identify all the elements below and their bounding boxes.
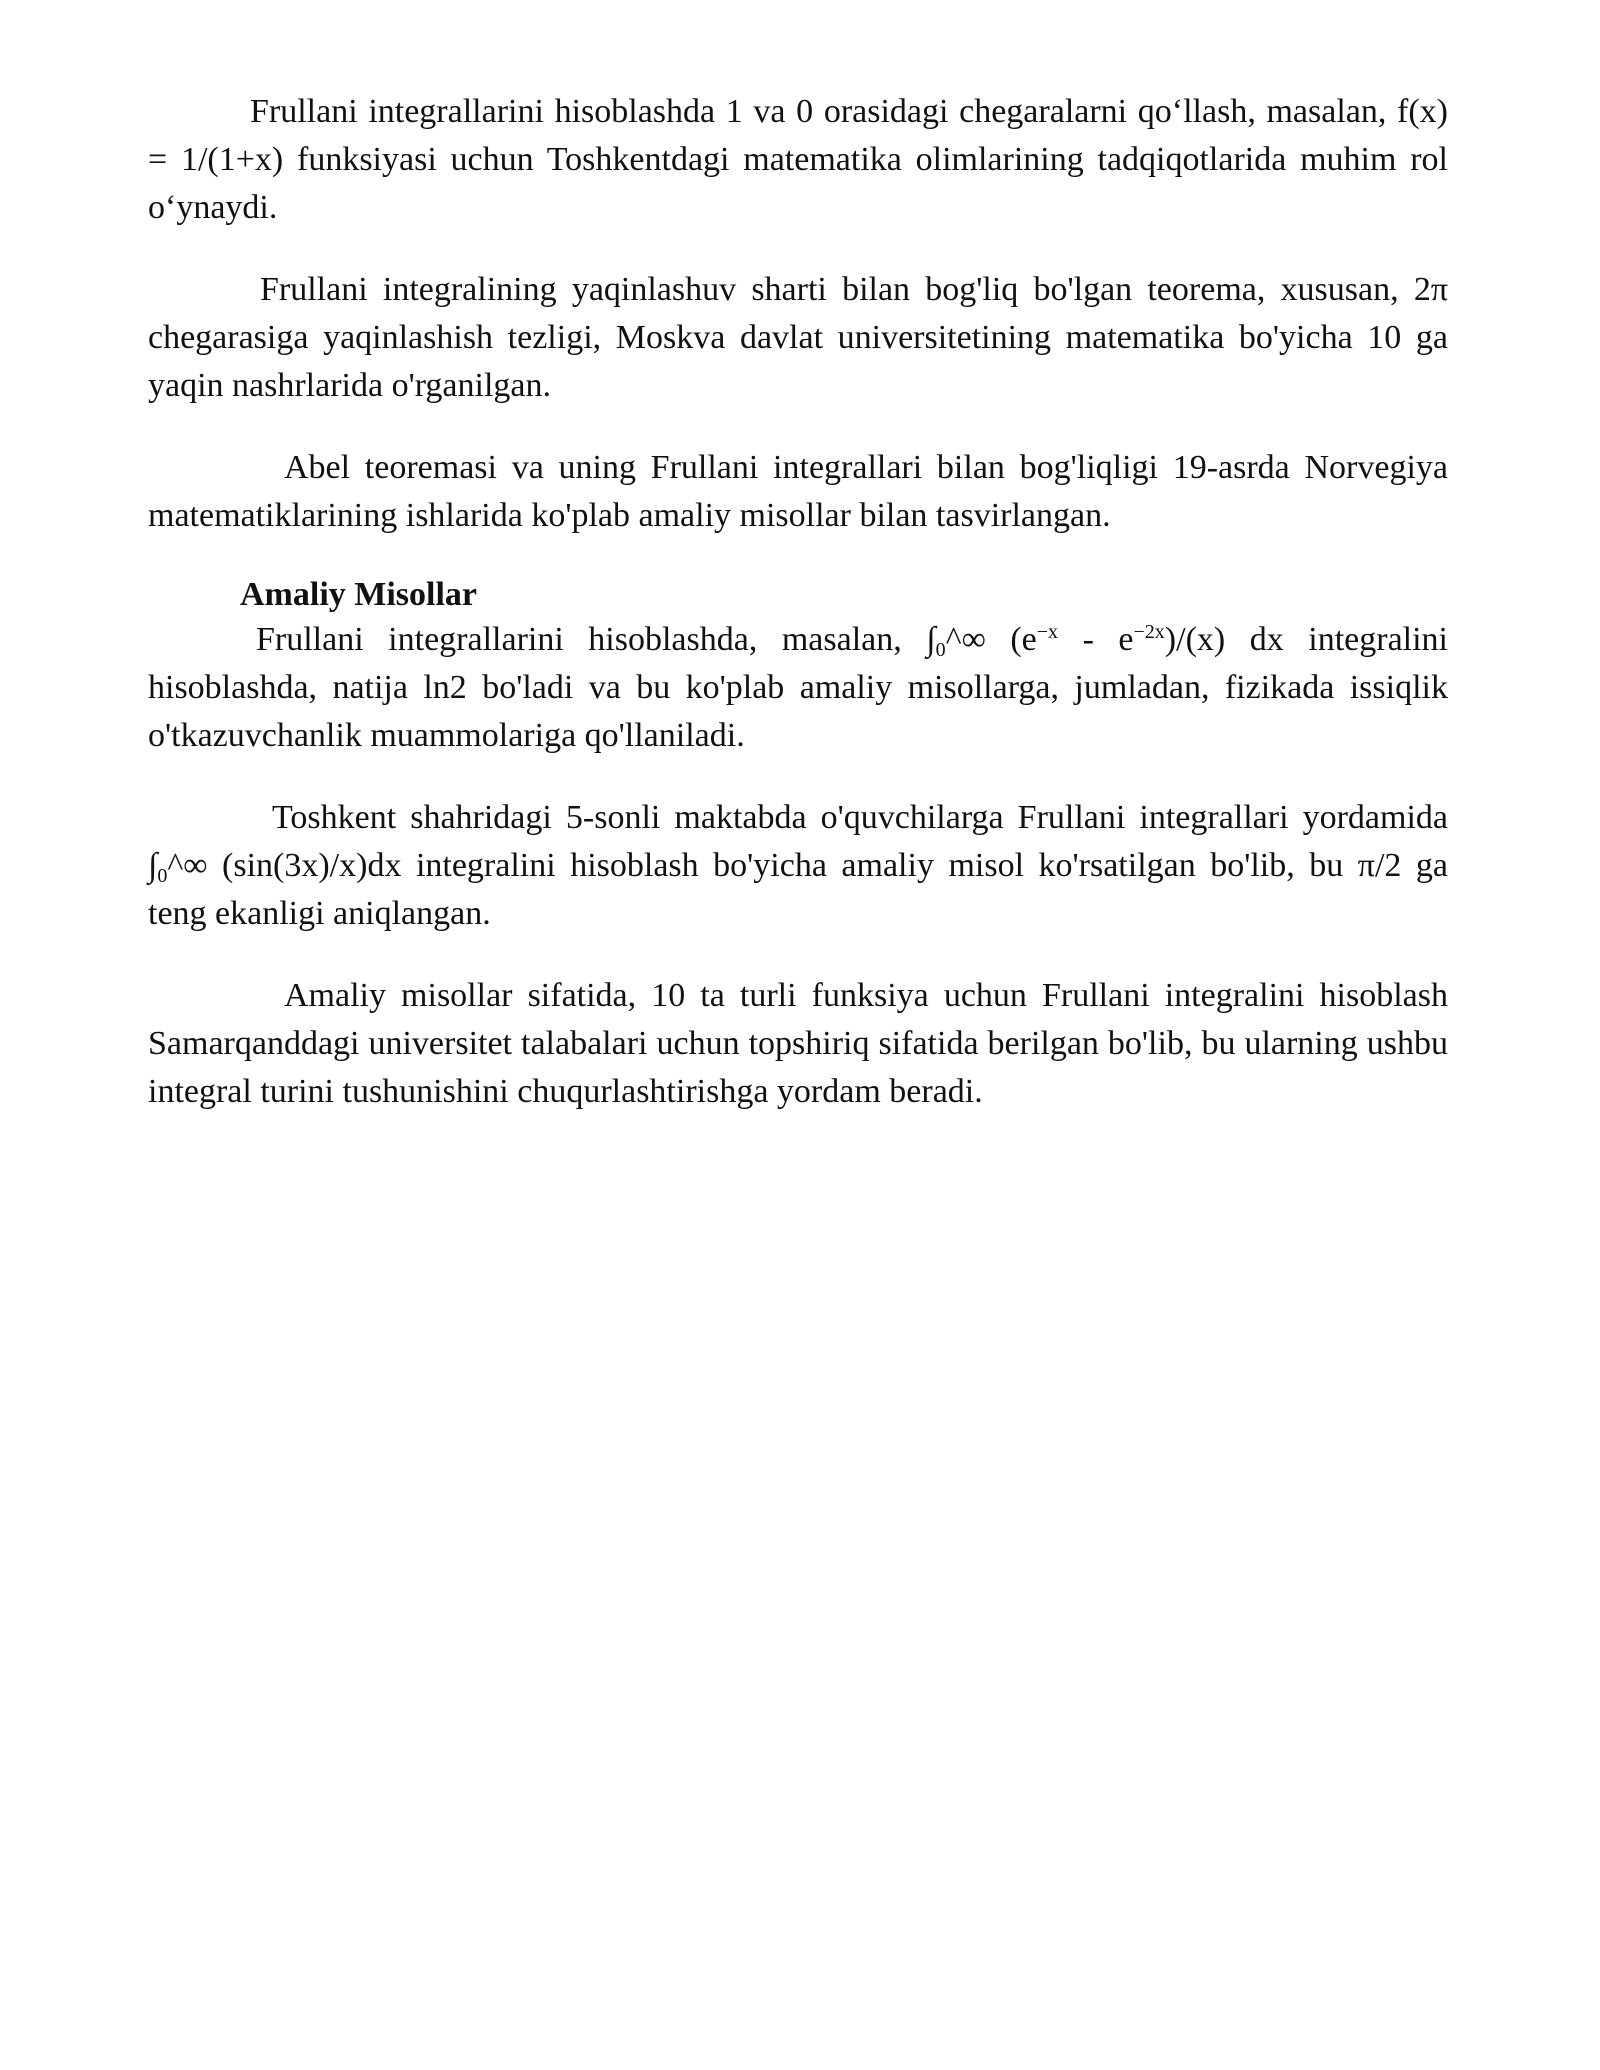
paragraph-2: Frullani integralining yaqinlashuv sharti bilan bog'liq bo'lgan teorema, xususan, 2π chegarasiga yaqinlashish tezligi, Moskva davlat universitetining matematika bo'yicha 10 ga yaqin nashrlarida o'rganilgan. <box>148 271 1448 404</box>
paragraph-5-text-before: Toshkent shahridagi 5-sonli maktabda o'quvchilarga Frullani integrallari yordamida <box>272 799 1448 836</box>
exponent-2: −2x <box>1133 621 1165 643</box>
section-heading: Amaliy Misollar <box>240 576 478 613</box>
expression-middle: - e <box>1058 621 1134 658</box>
integral-upper-part: ^∞ (e <box>945 621 1037 658</box>
exponent-1: −x <box>1036 621 1059 643</box>
integral-symbol: ∫ <box>926 621 936 658</box>
integral-symbol: ∫ <box>148 847 158 884</box>
integral-expression-2 <box>148 847 168 887</box>
paragraph-4-text-after: )/(x) dx integralini hisoblashda, natija ln2 bo'ladi va bu ko'plab amaliy misollarga, jumladan, fizikada issiqlik o'tkazuvchanlik muammolariga qo'llaniladi. <box>148 621 1448 754</box>
paragraph-5-text-after: ^∞ (sin(3x)/x)dx integralini hisoblash bo'yicha amaliy misol ko'rsatilgan bo'lib, bu π/2 ga teng ekanligi aniqlangan. <box>148 847 1448 932</box>
document-body <box>148 88 1448 1150</box>
integral-lower-limit: 0 <box>935 639 946 661</box>
paragraph-4-text-before: Frullani integrallarini hisoblashda, masalan, <box>256 621 927 658</box>
integral-lower-limit: 0 <box>157 865 168 887</box>
paragraph-1: Frullani integrallarini hisoblashda 1 va 0 orasidagi chegaralarni qo‘llash, masalan, f(x) = 1/(1+x) funksiyasi uchun Toshkentdagi matematika olimlarining tadqiqotlarida muhim rol o‘ynaydi. <box>148 93 1448 226</box>
integral-expression-1 <box>926 621 1165 661</box>
paragraph-5 <box>148 794 1448 938</box>
paragraph-4 <box>148 616 1448 760</box>
paragraph-3: Abel teoremasi va uning Frullani integrallari bilan bog'liqligi 19-asrda Norvegiya matematiklarining ishlarida ko'plab amaliy misollar bilan tasvirlangan. <box>148 449 1448 534</box>
paragraph-6: Amaliy misollar sifatida, 10 ta turli funksiya uchun Frullani integralini hisoblash Samarqanddagi universitet talabalari uchun topshiriq sifatida berilgan bo'lib, bu ularning ushbu integral turini tushunishini chuqurlashtirishga yordam beradi. <box>148 977 1448 1110</box>
